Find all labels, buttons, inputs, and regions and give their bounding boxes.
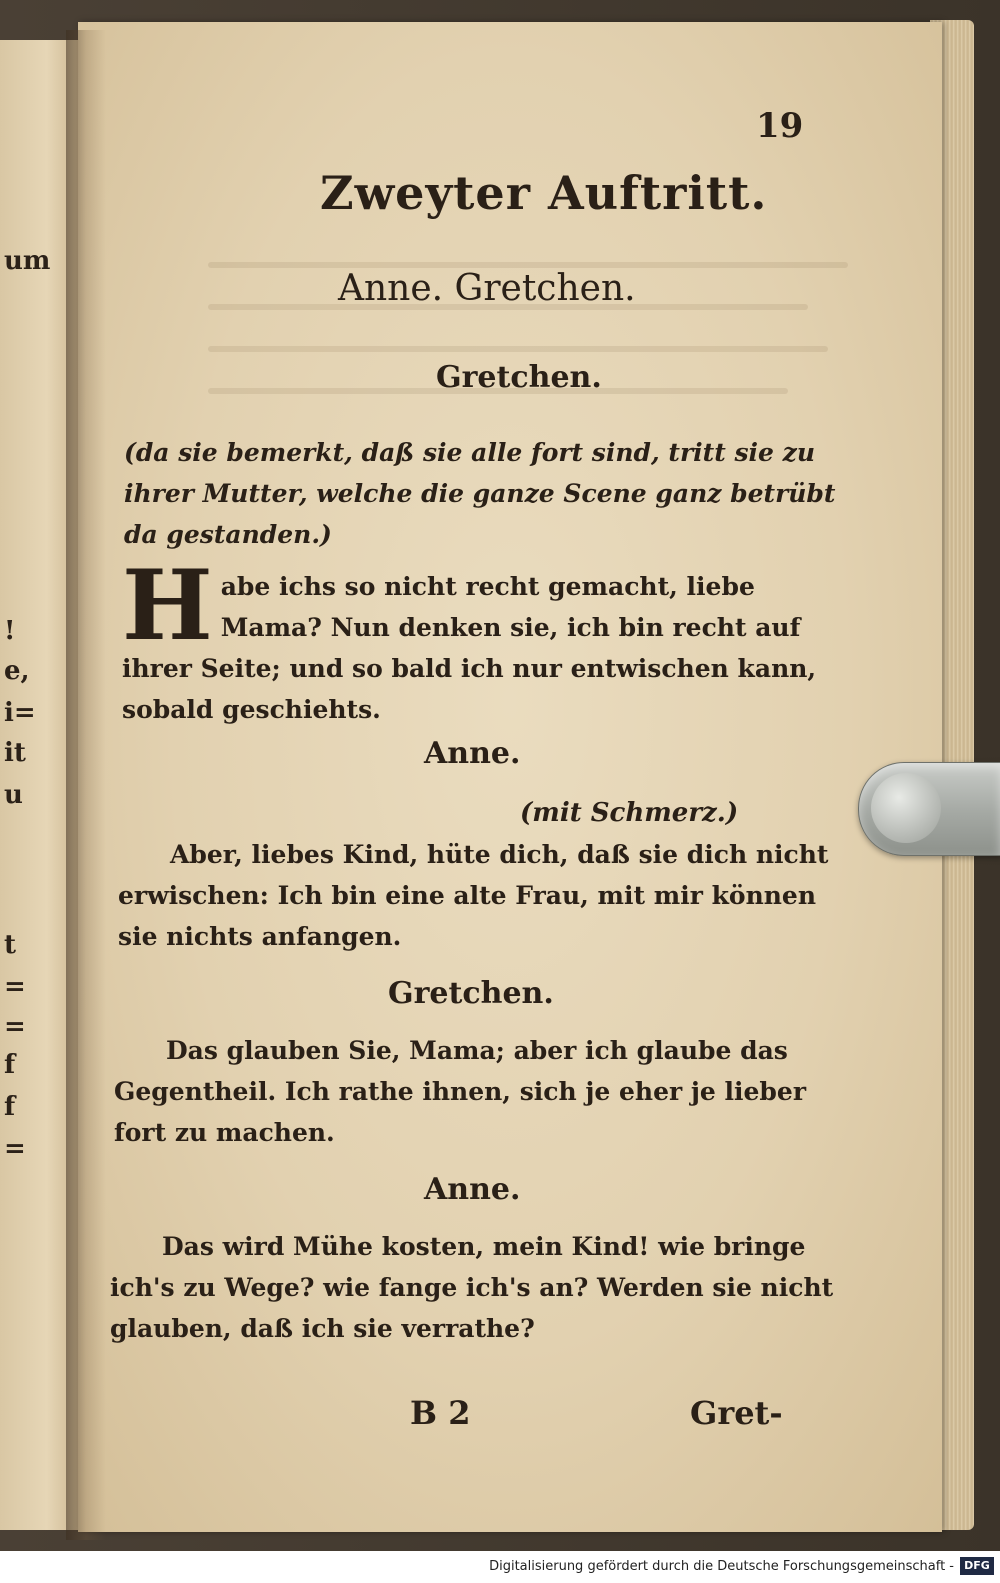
- fragment: u: [4, 780, 23, 810]
- fragment: it: [4, 738, 26, 768]
- fragment: !: [4, 616, 16, 646]
- speaker-label: Anne.: [424, 1172, 521, 1207]
- fragment: =: [4, 1134, 26, 1164]
- fragment: e,: [4, 656, 30, 686]
- catchword: Gret-: [690, 1394, 783, 1432]
- scene-title: Zweyter Auftritt.: [320, 166, 768, 220]
- fragment: um: [4, 246, 51, 276]
- page-clip: [858, 762, 1000, 856]
- drop-cap-initial: H: [122, 549, 213, 662]
- speaker-label: Gretchen.: [436, 360, 602, 395]
- dialogue-text: Das glauben Sie, Mama; aber ich glaube das Gegentheil. Ich rathe ihnen, sich je eher je lieber fort zu machen.: [114, 1036, 806, 1147]
- facing-page-text-fragments: [4, 40, 74, 1530]
- gutter-shadow: [66, 30, 106, 1540]
- speaker-label: Gretchen.: [388, 976, 554, 1011]
- fragment: f: [4, 1092, 16, 1122]
- fragment: =: [4, 1012, 26, 1042]
- page-number: 19: [756, 106, 804, 146]
- fragment: t: [4, 930, 17, 960]
- fragment: f: [4, 1050, 16, 1080]
- dfg-logo-icon: DFG: [960, 1557, 994, 1575]
- dialogue-text: Aber, liebes Kind, hüte dich, daß sie dich nicht erwischen: Ich bin eine alte Frau, mit mir können sie nichts anfangen.: [118, 840, 829, 951]
- bleed-through-line: [208, 346, 828, 352]
- clip-knob: [871, 773, 941, 843]
- dialogue-paragraph: [118, 834, 844, 957]
- signature-mark: B 2: [410, 1394, 471, 1432]
- stage-direction: (da sie bemerkt, daß sie alle fort sind, tritt sie zu ihrer Mutter, welche die ganze Scene ganz betrübt da gestanden.): [124, 438, 836, 549]
- dialogue-text: Das wird Mühe kosten, mein Kind! wie bringe ich's zu Wege? wie fange ich's an? Werden sie nicht glauben, daß ich sie verrathe?: [110, 1232, 834, 1343]
- fragment: =: [4, 972, 26, 1002]
- dialogue-paragraph: [110, 1226, 844, 1349]
- dialogue-paragraph: [122, 549, 844, 730]
- fragment: i=: [4, 698, 36, 728]
- dialogue-paragraph: [114, 1030, 844, 1153]
- character-list: Anne. Gretchen.: [338, 268, 636, 309]
- dialogue-text: abe ichs so nicht recht gemacht, liebe Mama? Nun denken sie, ich bin recht auf ihrer Seite; und so bald ich nur entwischen kann, sobald geschiehts.: [122, 572, 817, 724]
- footer-bar: [0, 1551, 1000, 1583]
- footer-credit: Digitalisierung gefördert durch die Deutsche Forschungsgemeinschaft -: [489, 1559, 954, 1574]
- stage-direction: (mit Schmerz.): [520, 798, 739, 828]
- speaker-label: Anne.: [424, 736, 521, 771]
